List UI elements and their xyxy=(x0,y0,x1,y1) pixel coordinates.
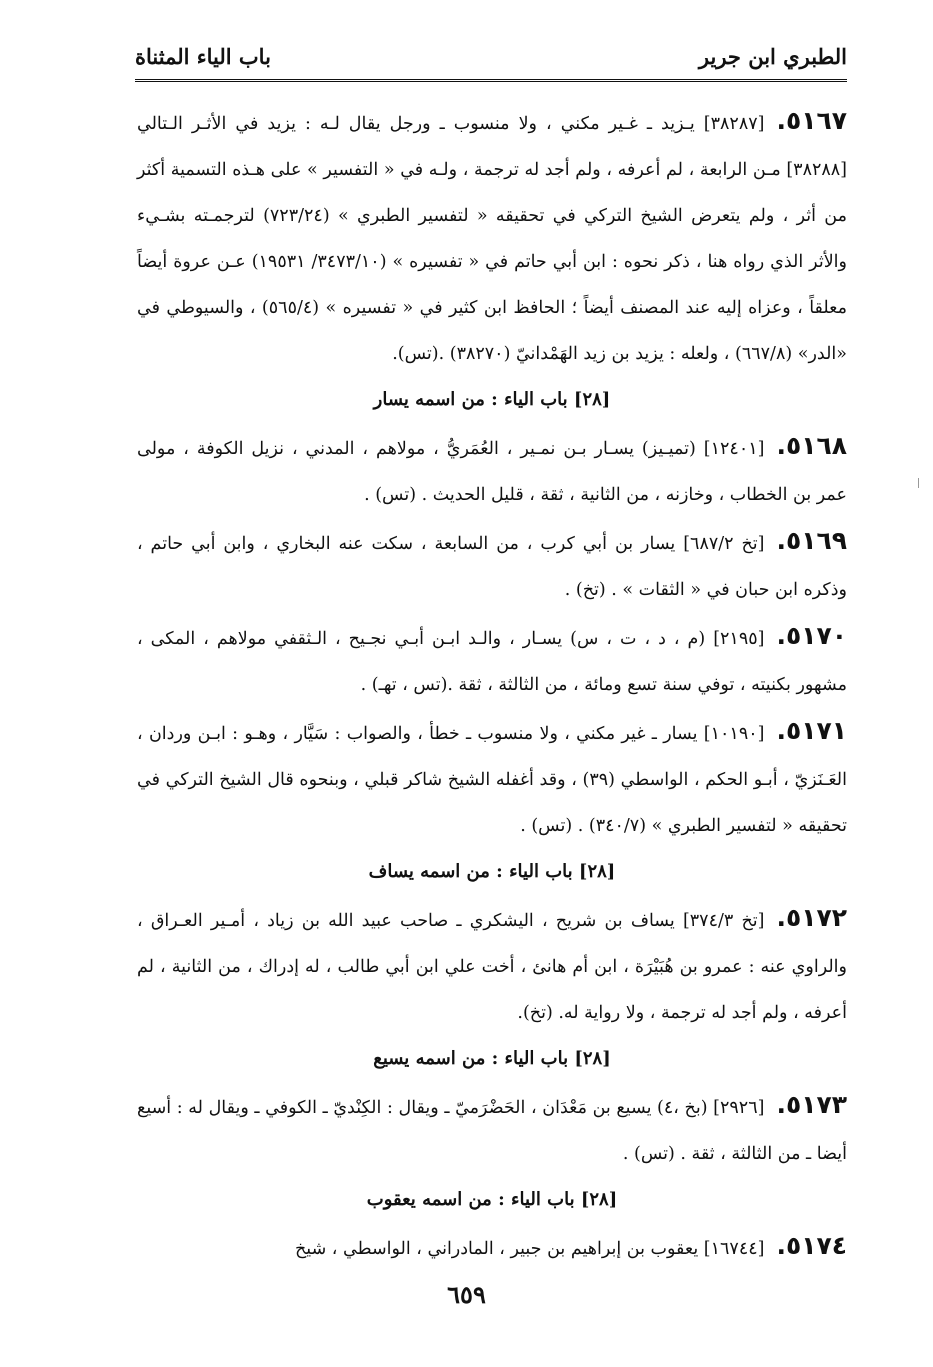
section-heading-yasi: [٢٨] باب الياء : من اسمه يسيع xyxy=(373,1048,611,1069)
entry-text: [١٠١٩٠] يسار ـ غير مكني ، ولا منسوب ـ خطأ ، والصواب : سَيَّار ، وهـو : ابـن وردان ، العَـنَزيّ ، أبـو الحكم ، الواسطي (٣٩) ، وقد أغفله الشيخ شاكر قبلي ، وبنحوه قال الشيخ التركي في تحقيقه « لتفسير الطبري » (٣٤٠/٧) . (تس) . xyxy=(137,724,847,836)
entry-number: ٥١٦٩. xyxy=(776,526,847,555)
section-heading-yaqub: [٢٨] باب الياء : من اسمه يعقوب xyxy=(366,1189,618,1210)
entry-number: ٥١٦٧. xyxy=(776,106,847,135)
entry-number: ٥١٧١. xyxy=(776,716,847,745)
entry-5173 xyxy=(137,1082,847,1177)
section-heading-yasaf: [٢٨] باب الياء : من اسمه يساف xyxy=(368,861,616,882)
entry-number: ٥١٧٣. xyxy=(776,1090,847,1119)
header-rule xyxy=(135,79,847,82)
scan-artifact xyxy=(918,478,919,488)
entry-number: ٥١٧٠. xyxy=(776,621,847,650)
entry-5172 xyxy=(137,895,847,1036)
entry-text: [٣٨٢٨٧] يـزيد ـ غـير مكني ، ولا منسوب ـ ورجل يقال لـه : يزيد في الأثـر الـتالي [٣٨٢٨٨] مـن الرابعة ، لم أعرفه ، ولم أجد له ترجمة ، ولـه في « التفسير » على هـذه التسمية أكثر من أثر ، ولم يتعرض الشيخ التركي في تحقيقه « لتفسير الطبري » (٧٢٣/٢٤) لترجمـته بشـيء والأثر الذي رواه هنا ، ذكر نحوه : ابن أبي حاتم في « تفسيره » (٣٤٧٣/١٠/ ١٩٥٣١) عـن عروة أيضاً معلقاً ، وعزاه إليه عند المصنف أيضاً ؛ الحافظ ابن كثير في « تفسيره » (٥٦٥/٤) ، والسيوطي في «الدر» (٦٦٧/٨) ، ولعله : يزيد بن زيد الهَمْدانيّ (٣٨٢٧٠) .(تس). xyxy=(137,114,847,364)
entry-5171 xyxy=(137,708,847,849)
entry-number: ٥١٦٨. xyxy=(776,431,847,460)
page-content xyxy=(137,98,847,1272)
entry-text: [٢١٩٥] (م ، د ، ت ، س) يسـار ، والـد ابـن أبـي نجـيح ، الـثقفي مولاهم ، المكى ، مشهور بكنيته ، توفي سنة تسع ومائة ، من الثالثة ، ثقة .(تس ، تهـ) . xyxy=(137,629,847,695)
entry-number: ٥١٧٤. xyxy=(776,1231,847,1260)
entry-5169 xyxy=(137,518,847,613)
entry-text: [١٢٤٠١] (تميـيز) يسـار بـن نمـير ، العُمَريُّ ، مولاهم ، المدني ، نزيل الكوفة ، مولى عمر بن الخطاب ، وخازنه ، من الثانية ، ثقة ، قليل الحديث . (تس) . xyxy=(137,439,847,505)
page-number: ٦٥٩ xyxy=(447,1280,486,1309)
entry-5174 xyxy=(137,1223,847,1272)
entry-5168 xyxy=(137,423,847,518)
entry-text: [تخ ٣٧٤/٣] يساف بن شريح ، اليشكري ـ صاحب عبيد الله بن زياد ، أمـير العـراق ، والراوي عنه : عمرو بن هُبَيْرَة ، ابن أم هانئ ، أخت علي ابن أبي طالب ، له إدراك ، من الثانية ، لم أعرفه ، ولم أجد له ترجمة ، ولا رواية له. (تخ). xyxy=(137,911,847,1023)
entry-text: [٢٩٢٦] (بخ ،٤) يسيع بن مَعْدَان ، الحَضْرَميّ ـ ويقال : الكِنْديّ ـ الكوفي ـ ويقال له : أسيع أيضا ـ من الثالثة ، ثقة . (تس) . xyxy=(137,1098,847,1164)
book-title: الطبري ابن جرير xyxy=(698,44,847,69)
chapter-title: باب الياء المثناة xyxy=(135,44,271,69)
entry-number: ٥١٧٢. xyxy=(776,903,847,932)
entry-text: [تخ ٦٨٧/٢] يسار بن أبي كرب ، من السابعة ، سكت عنه البخاري ، وابن أبي حاتم ، وذكره ابن حبان في « الثقات » . (تخ) . xyxy=(137,534,847,600)
entry-text: [١٦٧٤٤] يعقوب بن إبراهيم بن جبير ، المادراني ، الواسطي ، شيخ xyxy=(295,1239,765,1259)
entry-5167 xyxy=(137,98,847,377)
page-header xyxy=(135,40,847,82)
section-heading-yasar: [٢٨] باب الياء : من اسمه يسار xyxy=(373,389,611,410)
entry-5170 xyxy=(137,613,847,708)
